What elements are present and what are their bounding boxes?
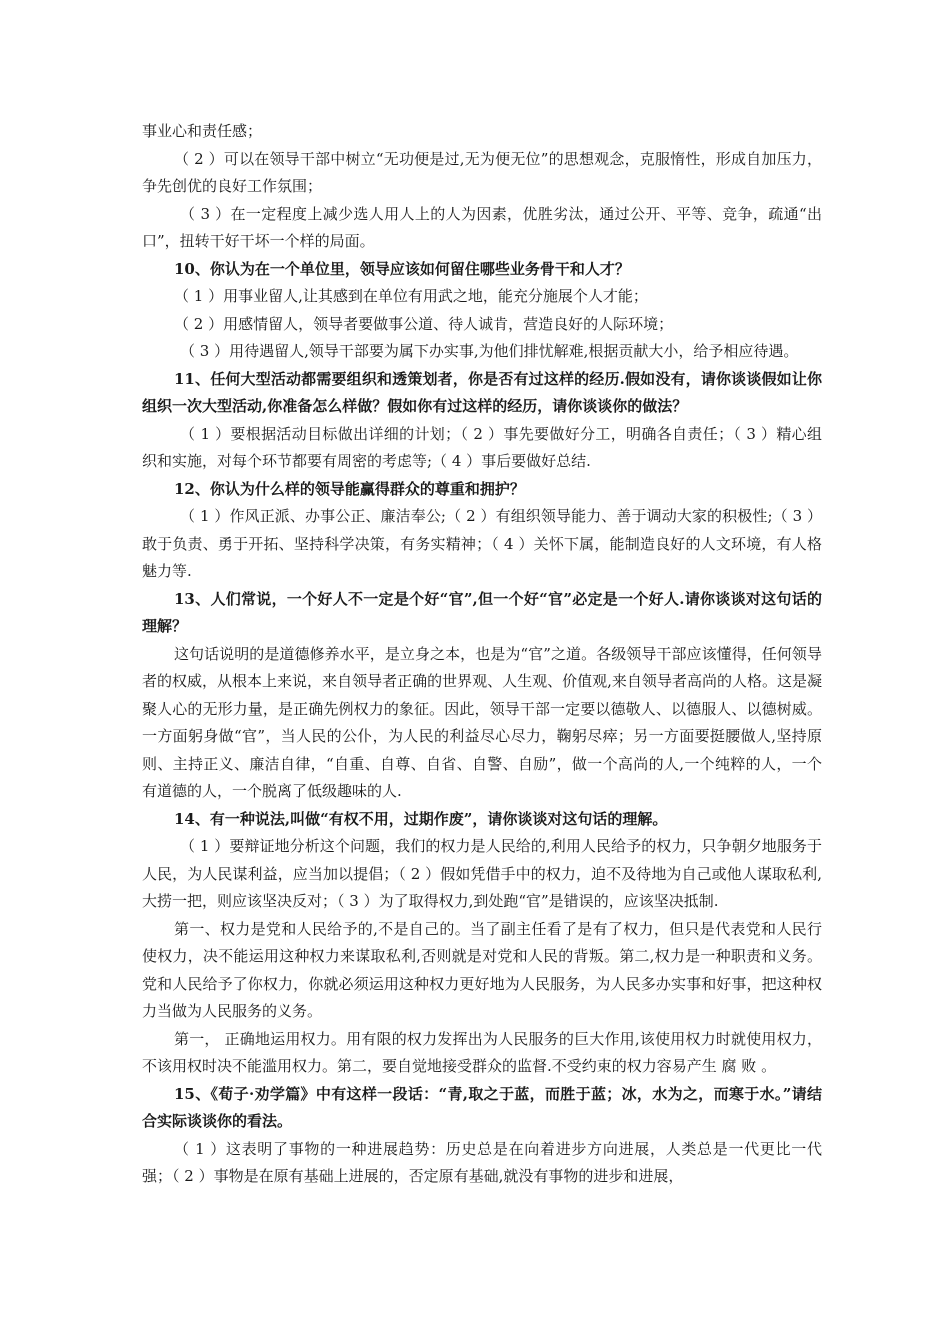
answer-paragraph: （ 1 ）这表明了事物的一种进展趋势：历史总是在向着进步方向进展，人类总是一代更比一代强；（ 2 ）事物是在原有基础上进展的，否定原有基础,就没有事物的进步和进展， bbox=[142, 1139, 822, 1185]
answer-paragraph: 第一， 正确地运用权力。用有限的权力发挥出为人民服务的巨大作用,该使用权力时就使用权力，不该用权时决不能滥用权力。第二，要自觉地接受群众的监督.不受约束的权力容易产生 腐 败 。 bbox=[142, 1029, 822, 1075]
question-heading: 12、你认为什么样的领导能赢得群众的尊重和拥护？ bbox=[174, 479, 525, 498]
answer-paragraph: 这句话说明的是道德修养水平，是立身之本，也是为“官”之道。各级领导干部应该懂得，任何领导者的权威，从根本上来说，来自领导者正确的世界观、人生观、价值观,来自领导者高尚的人格。这是凝聚人心的无形力量，是正确先例权力的象征。因此，领导干部一定要以德敬人、以德服人、以德树威。一方面躬身做“官”，当人民的公仆，为人民的利益尽心尽力，鞠躬尽瘁；另一方面要挺腰做人,坚持原则、主持正义、廉洁自律，“自重、自尊、自省、自警、自励”，做一个高尚的人,一个纯粹的人，一个有道德的人，一个脱离了低级趣味的人. bbox=[142, 644, 822, 800]
question-heading: 14、有一种说法,叫做“有权不用，过期作废”，请你谈谈对这句话的理解。 bbox=[174, 809, 668, 828]
list-item: （ 3 ）用待遇留人,领导干部要为属下办实事,为他们排忧解难,根据贡献大小，给予相应待遇。 bbox=[180, 342, 799, 360]
answer-paragraph: （ 1 ）要辩证地分析这个问题，我们的权力是人民给的,利用人民给予的权力，只争朝夕地服务于人民，为人民谋利益，应当加以提倡；（ 2 ）假如凭借手中的权力，迫不及待地为自己或他人谋取私利,大捞一把，则应该坚决反对；（ 3 ）为了取得权力,到处跑“官”是错误的，应该坚决抵制. bbox=[142, 837, 822, 910]
question-heading: 15、《荀子·劝学篇》中有这样一段话：“青,取之于蓝，而胜于蓝；冰，水为之，而寒于水。”请结合实际谈谈你的看法。 bbox=[142, 1084, 822, 1130]
list-item: （ 1 ）用事业留人,让其感到在单位有用武之地，能充分施展个人才能； bbox=[174, 287, 648, 305]
list-item: （ 3 ）在一定程度上减少选人用人上的人为因素，优胜劣汰，通过公开、平等、竞争，疏通“出口”，扭转干好干坏一个样的局面。 bbox=[142, 204, 822, 250]
document-body bbox=[142, 118, 822, 1191]
answer-paragraph: 第一、权力是党和人民给予的,不是自己的。当了副主任看了是有了权力，但只是代表党和人民行使权力，决不能运用这种权力来谋取私利,否则就是对党和人民的背叛。第二,权力是一种职责和义务。党和人民给予了你权力，你就必须运用这种权力更好地为人民服务，为人民多办实事和好事，把这种权力当做为人民服务的义务。 bbox=[142, 919, 822, 1020]
answer-paragraph: （ 1 ）作风正派、办事公正、廉洁奉公;（ 2 ）有组织领导能力、善于调动大家的积极性;（ 3 ）敢于负责、勇于开拓、坚持科学决策，有务实精神；（ 4 ）关怀下属，能制造良好的人文环境，有人格魅力等. bbox=[142, 507, 822, 580]
paragraph: 事业心和责任感； bbox=[142, 122, 263, 140]
answer-paragraph: （ 1 ）要根据活动目标做出详细的计划；（ 2 ）事先要做好分工，明确各自责任；（ 3 ）精心组织和实施，对每个环节都要有周密的考虑等;（ 4 ）事后要做好总结. bbox=[142, 424, 822, 470]
question-heading: 11、任何大型活动都需要组织和透策划者，你是否有过这样的经历.假如没有，请你谈谈假如让你组织一次大型活动,你准备怎么样做？假如你有过这样的经历，请你谈谈你的做法？ bbox=[142, 369, 822, 415]
question-heading: 13、人们常说，一个好人不一定是个好“官”,但一个好“官”必定是一个好人.请你谈谈对这句话的理解？ bbox=[142, 589, 822, 635]
list-item: （ 2 ）用感情留人，领导者要做事公道、待人诚肯，营造良好的人际环境； bbox=[174, 314, 674, 333]
list-item: （ 2 ）可以在领导干部中树立“无功便是过,无为便无位”的思想观念，克服惰性，形成自加压力，争先创优的良好工作氛围； bbox=[142, 149, 822, 195]
question-heading: 10、你认为在一个单位里，领导应该如何留住哪些业务骨干和人才？ bbox=[174, 259, 630, 278]
